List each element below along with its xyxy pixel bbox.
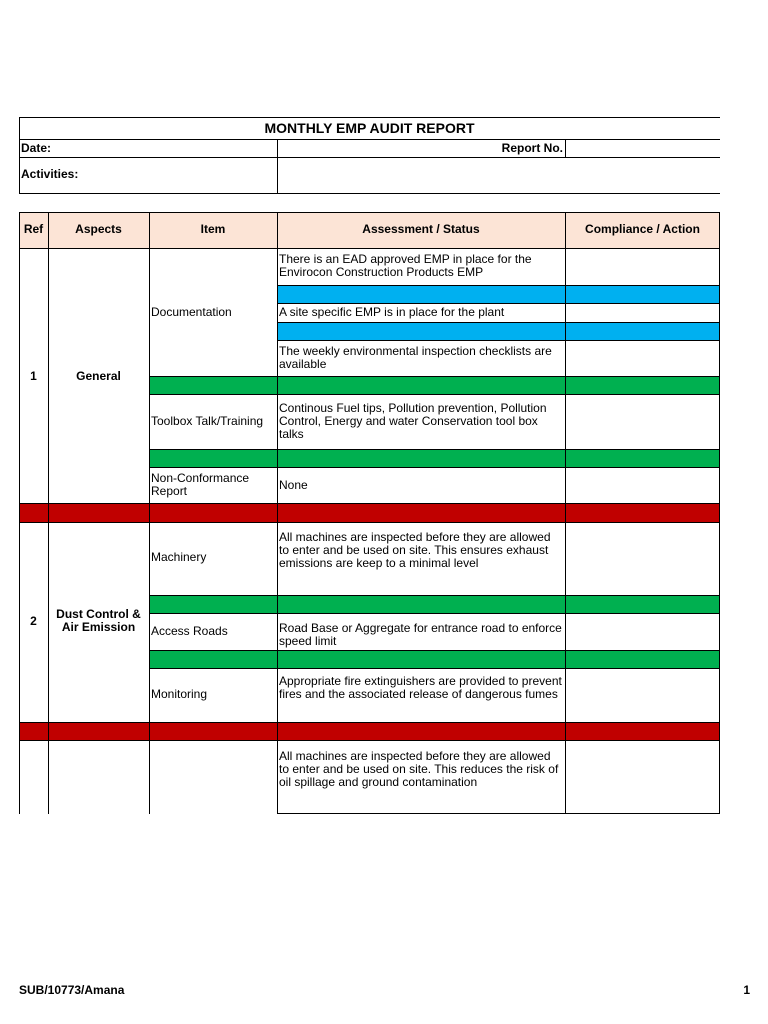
col-header-aspects: Aspects [75, 222, 122, 236]
assessment-text: None [279, 478, 308, 492]
section-ref: 1 [30, 369, 37, 383]
item-label: Documentation [151, 305, 232, 319]
assessment-text: All machines are inspected before they are allowed to enter and be used on site. This reduces the risk of oil spillage and ground contamination [279, 749, 559, 789]
blue-band [277, 285, 720, 304]
blue-band [277, 322, 720, 340]
assessment-text: Appropriate fire extinguishers are provided to prevent fires and the associated release of dangerous fumes [279, 674, 562, 701]
assessment-text: Road Base or Aggregate for entrance road to enforce speed limit [279, 621, 562, 648]
item-label: Toolbox Talk/Training [151, 414, 264, 428]
item-label: Access Roads [151, 624, 228, 638]
item-label: Monitoring [151, 687, 208, 701]
green-band [149, 449, 720, 468]
assessment-text: Continous Fuel tips, Pollution prevention, Pollution Control, Energy and water Conservation tool box talks [279, 401, 547, 441]
assessment-text: The weekly environmental inspection checklists are available [279, 344, 552, 371]
page-number: 1 [743, 983, 750, 997]
activities-label: Activities: [21, 167, 79, 181]
assessment-text: A site specific EMP is in place for the plant [279, 305, 505, 319]
item-label: Machinery [151, 550, 207, 564]
green-band [149, 376, 720, 395]
col-header-compliance: Compliance / Action [585, 222, 700, 236]
green-band [149, 595, 720, 613]
section-aspect: General [76, 369, 121, 383]
footer-doc-id: SUB/10773/Amana [19, 983, 125, 997]
assessment-text: There is an EAD approved EMP in place for the Envirocon Construction Products EMP [279, 252, 532, 279]
report-no-label: Report No. [501, 141, 563, 155]
col-header-item: Item [200, 222, 226, 236]
item-label: Non-Conformance Report [151, 471, 250, 498]
green-band [149, 650, 720, 668]
red-band [19, 504, 720, 522]
section-ref: 2 [30, 614, 37, 628]
col-header-ref: Ref [23, 222, 44, 236]
assessment-text: All machines are inspected before they are allowed to enter and be used on site. This ensures exhaust emissions are keep to a minimal level [279, 530, 551, 570]
red-band [19, 722, 720, 741]
date-label: Date: [21, 141, 52, 155]
section-aspect: Dust Control & Air Emission [56, 607, 141, 634]
report-title: MONTHLY EMP AUDIT REPORT [264, 120, 475, 136]
col-header-assessment: Assessment / Status [362, 222, 480, 236]
